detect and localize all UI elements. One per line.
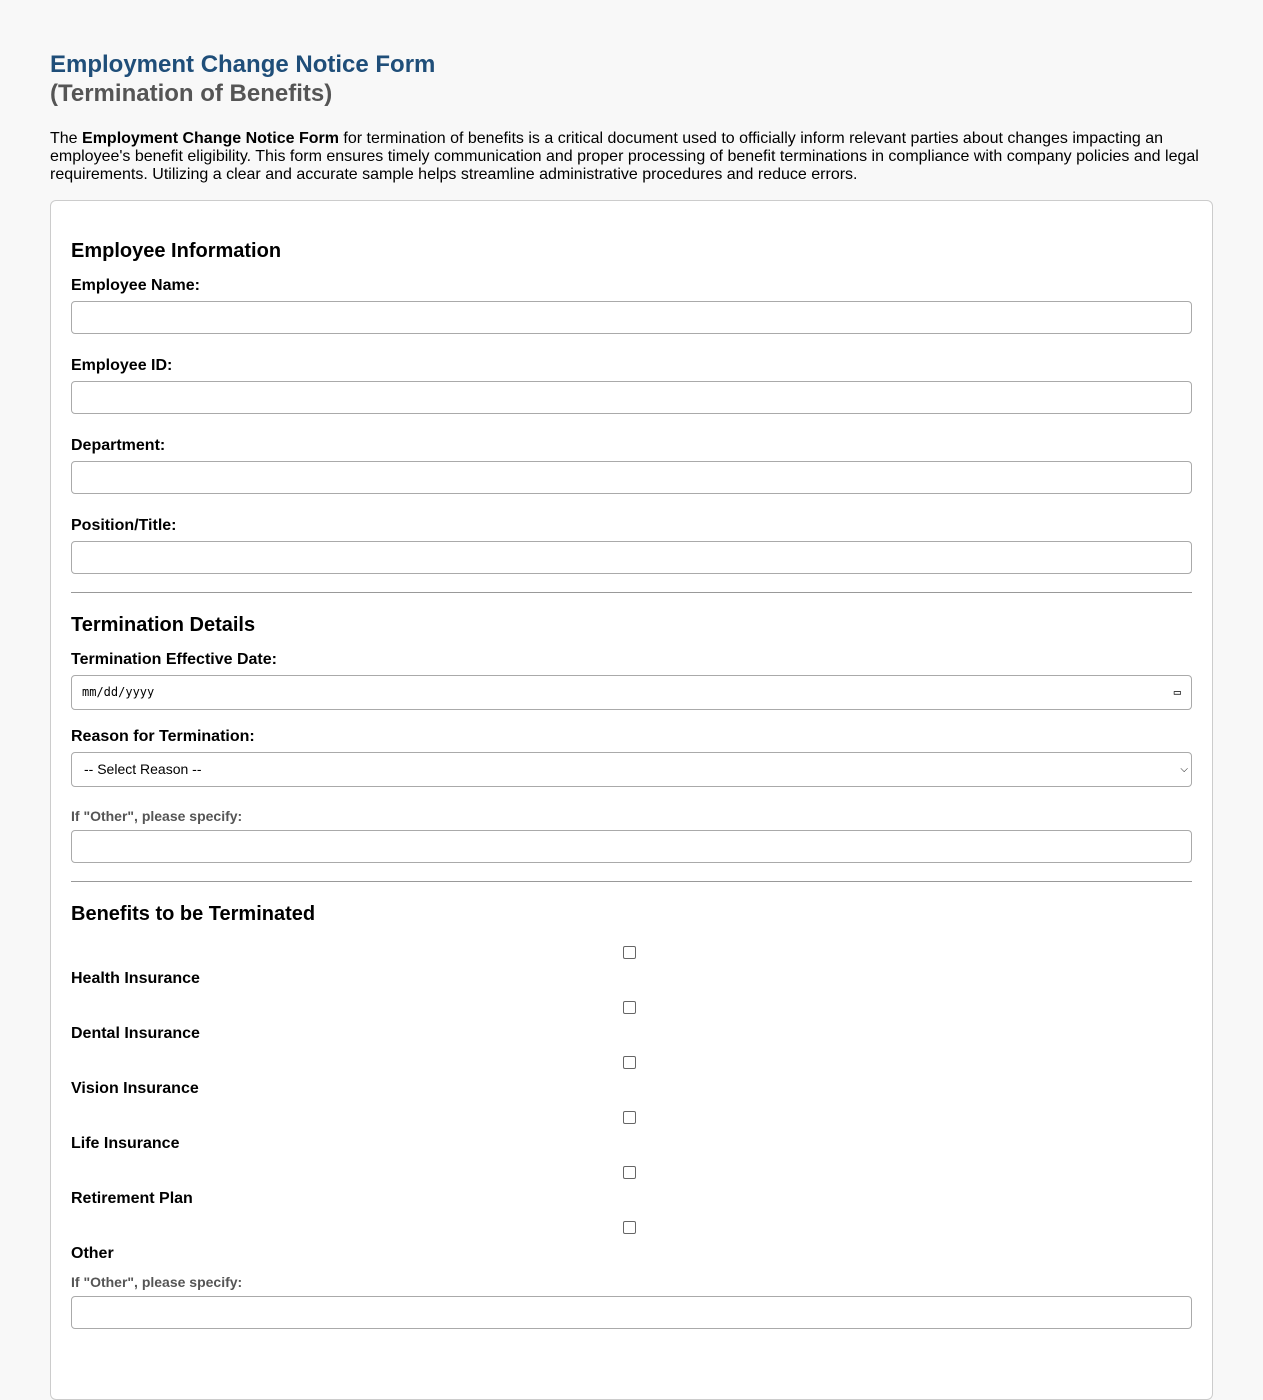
checkbox[interactable] (623, 1166, 636, 1179)
employee-name-input[interactable] (71, 301, 1192, 334)
position-label: Position/Title: (71, 517, 177, 534)
section-benefits-heading: Benefits to be Terminated (71, 903, 316, 925)
reason-selected: -- Select Reason -- (84, 761, 202, 777)
benefit-other-input[interactable] (71, 1296, 1192, 1329)
benefit-other-label: If "Other", please specify: (71, 1274, 243, 1290)
calendar-icon[interactable]: ▭ (1173, 685, 1181, 699)
employee-id-input[interactable] (71, 381, 1192, 414)
benefit-health[interactable] (71, 944, 1192, 999)
intro-bold: Employment Change Notice Form (82, 130, 339, 147)
reason-select[interactable] (71, 752, 1192, 787)
position-input[interactable] (71, 541, 1192, 574)
benefit-retirement[interactable] (71, 1164, 1192, 1219)
title-main: Employment Change Notice Form (50, 51, 436, 78)
chevron-down-icon: ⌵ (1180, 764, 1188, 775)
reason-other-input[interactable] (71, 830, 1192, 863)
divider (71, 592, 1192, 593)
form-card (50, 200, 1213, 1400)
benefit-dental[interactable] (71, 999, 1192, 1054)
intro-post: for termination of benefits is a critical document used to officially inform relevant parties about changes impacting an employee's benefit eligibility. This form ensures timely communication and proper processing of benefit terminations in compliance with company policies and legal requirements. Utilizing a clear and accurate sample helps streamline administrative procedures and reduce errors. (50, 130, 1199, 183)
department-label: Department: (71, 437, 166, 454)
section-employee-heading: Employee Information (71, 240, 282, 262)
benefit-label: Other (71, 1245, 114, 1262)
termination-date-label: Termination Effective Date: (71, 651, 277, 668)
benefit-label: Life Insurance (71, 1135, 180, 1152)
benefit-vision[interactable] (71, 1054, 1192, 1109)
benefit-label: Retirement Plan (71, 1190, 193, 1207)
reason-other-label: If "Other", please specify: (71, 808, 243, 824)
benefit-life[interactable] (71, 1109, 1192, 1164)
termination-date-input[interactable] (71, 675, 1192, 710)
reason-label: Reason for Termination: (71, 728, 255, 745)
checkbox[interactable] (623, 946, 636, 959)
divider (71, 881, 1192, 882)
benefit-other[interactable] (71, 1219, 1192, 1274)
page-title (50, 50, 1213, 108)
employee-id-label: Employee ID: (71, 357, 173, 374)
benefit-label: Vision Insurance (71, 1080, 199, 1097)
checkbox[interactable] (623, 1056, 636, 1069)
date-placeholder: mm/dd/yyyy (82, 685, 155, 699)
intro-paragraph (50, 130, 1213, 184)
benefit-label: Dental Insurance (71, 1025, 200, 1042)
title-sub: (Termination of Benefits) (50, 80, 333, 107)
checkbox[interactable] (623, 1001, 636, 1014)
section-termination-heading: Termination Details (71, 614, 256, 636)
department-input[interactable] (71, 461, 1192, 494)
benefit-label: Health Insurance (71, 970, 200, 987)
intro-pre: The (50, 130, 83, 147)
checkbox[interactable] (623, 1221, 636, 1234)
employee-name-label: Employee Name: (71, 277, 200, 294)
checkbox[interactable] (623, 1111, 636, 1124)
